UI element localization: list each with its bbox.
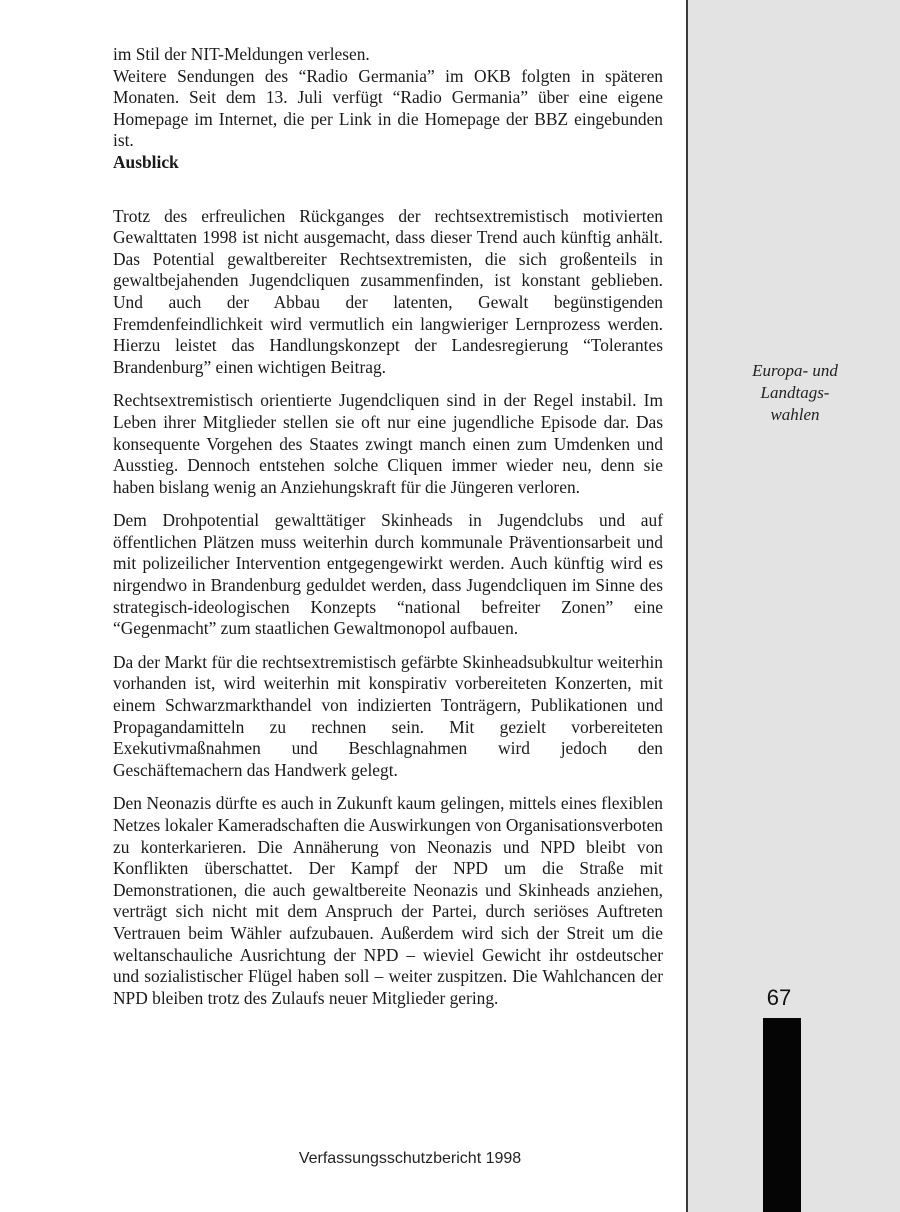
paragraph-1: Trotz des erfreulichen Rückganges der rechtsextremistisch motivierten Gewalttaten 1998 ist nicht ausgemacht, dass dieser Trend auch künftig anhält. Das Potential gewaltbereiter Rechtsextremisten, die sich großenteils in gewaltbejahenden Jugendcliquen zusammenfinden, ist konstant geblieben. Und auch der Abbau der latenten, Gewalt begünstigenden Fremdenfeindlichkeit wird vermutlich ein langwieriger Lernprozess werden. Hierzu leistet das Handlungskonzept der Landesregierung “Tolerantes Brandenburg” einen wichtigen Beitrag. (113, 205, 663, 377)
paragraph-4: Da der Markt für die rechtsextremistisch gefärbte Skinheadsubkultur weiterhin vorhanden ist, wird weiterhin mit konspirativ vorbereiteten Konzerten, mit einem Schwarzmarkthandel von indizierten Tonträgern, Publikationen und Propagandamitteln zu rechnen sein. Mit gezielt vorbereiteten Exekutivmaßnahmen und Beschlagnahmen wird jedoch den Geschäftemachern das Handwerk gelegt. (113, 651, 663, 780)
margin-note-line-1: Europa- und (752, 361, 838, 380)
page-footer: Verfassungsschutzbericht 1998 (298, 1150, 522, 1167)
section-heading-ausblick: Ausblick (113, 151, 179, 172)
margin-note-line-3: wahlen (770, 405, 820, 424)
margin-note (688, 360, 900, 426)
chapter-tab-marker (763, 1018, 801, 1212)
radio-germania-paragraph: Weitere Sendungen des “Radio Germania” im OKB folgten in späteren Monaten. Seit dem 13. Juli verfügt “Radio Germania” über eine eigene Homepage im Internet, die per Link in die Homepage der BBZ eingebunden ist. (113, 65, 663, 151)
margin-note-line-2: Landtags- (760, 383, 830, 402)
intro-line: im Stil der NIT-Meldungen verlesen. (113, 44, 370, 64)
paragraph-5: Den Neonazis dürfte es auch in Zukunft kaum gelingen, mittels eines flexiblen Netzes lokaler Kameradschaften die Auswirkungen von Organisationsverboten zu konterkarieren. Die Annäherung von Neonazis und NPD bleibt von Konflikten überschattet. Der Kampf der NPD um die Straße mit Demonstrationen, die auch gewaltbereite Neonazis und Skinheads anziehen, verträgt sich nicht mit dem Anspruch der Partei, durch seriöses Auftreten Vertrauen beim Wähler aufzubauen. Außerdem wird sich der Streit um die weltanschauliche Ausrichtung der NPD – wieviel Gewicht ihr ostdeutscher und sozialistischer Flügel haben soll – weiter zuspitzen. Die Wahlchancen der NPD bleiben trotz des Zulaufs neuer Mitglieder gering. (113, 793, 663, 1008)
paragraph-2: Rechtsextremistisch orientierte Jugendcliquen sind in der Regel instabil. Im Leben ihrer Mitglieder stellen sie oft nur eine jugendliche Episode dar. Das konsequente Vorgehen des Staates zwingt manch einen zum Umdenken und Ausstieg. Dennoch entstehen solche Cliquen immer wieder neu, denn sie haben bislang wenig an Anziehungskraft für die Jüngeren verloren. (113, 390, 663, 497)
paragraph-3: Dem Drohpotential gewalttätiger Skinheads in Jugendclubs und auf öffentlichen Plätzen muss weiterhin durch kommunale Präventionsarbeit und mit polizeilicher Intervention entgegengewirkt werden. Auch künftig wird es nirgendwo in Brandenburg geduldet werden, dass Jugendcliquen im Sinne des strategisch-ideologischen Konzepts “national befreiter Zonen” eine “Gegenmacht” zum staatlichen Gewaltmonopol aufbauen. (113, 510, 663, 639)
margin-sidebar (686, 0, 900, 1212)
page-number: 67 (766, 985, 792, 1010)
main-text-column (113, 44, 663, 1021)
